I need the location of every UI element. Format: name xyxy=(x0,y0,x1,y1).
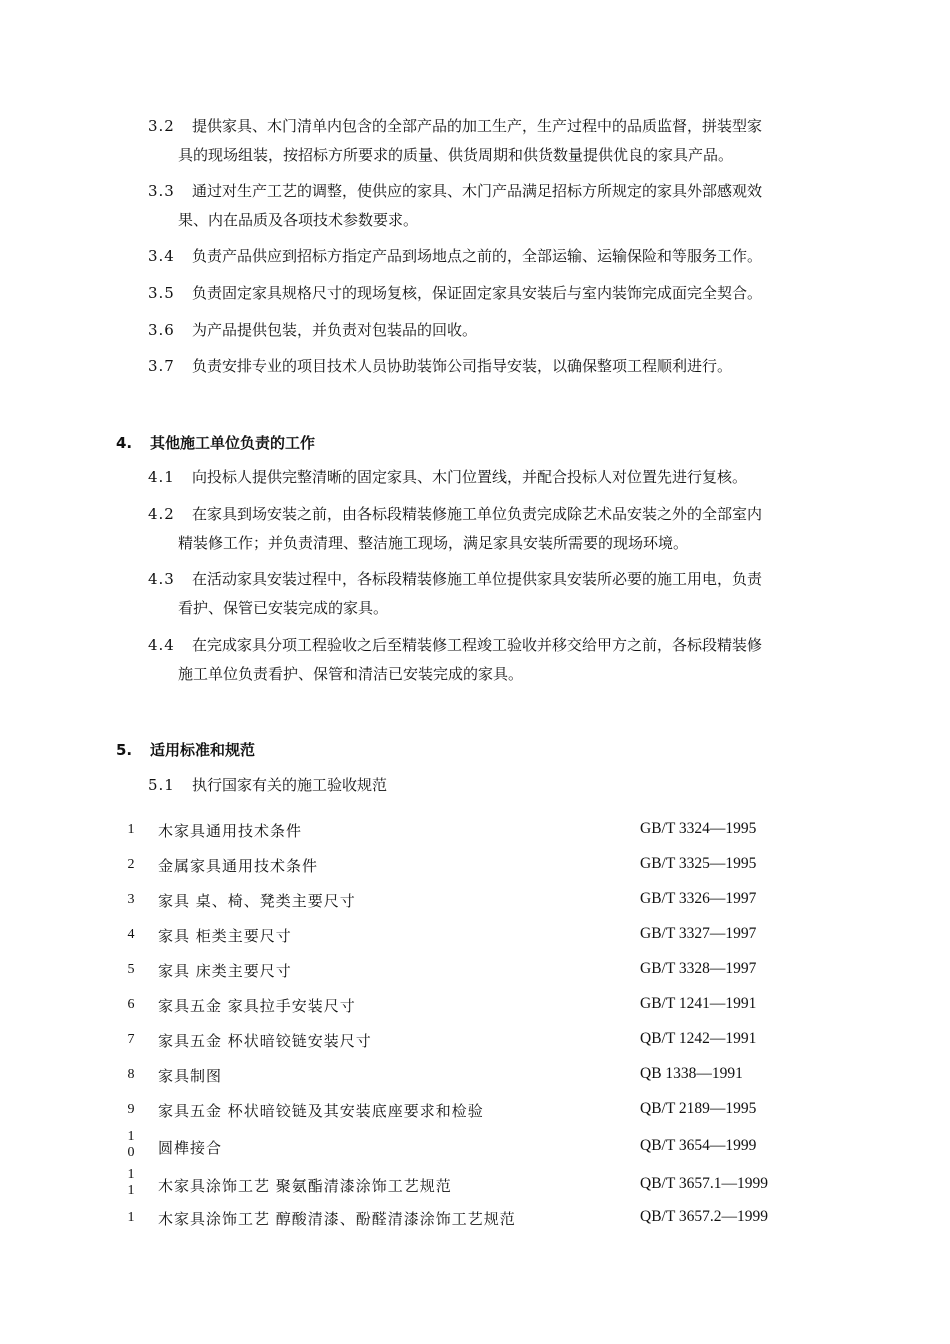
standard-row xyxy=(124,1100,884,1126)
item-text-line2: 精装修工作；并负责清理、整洁施工现场，满足家具安装所需要的现场环境。 xyxy=(178,534,689,552)
standard-code: GB/T 3324—1995 xyxy=(640,820,757,837)
item-3-3 xyxy=(148,177,848,235)
standard-index: 7 xyxy=(127,1032,135,1047)
item-text-line1: 负责产品供应到招标方指定产品到场地点之前的，全部运输、运输保险和等服务工作。 xyxy=(192,247,763,265)
standard-code: QB 1338—1991 xyxy=(640,1065,743,1082)
item-number: 4.2 xyxy=(148,505,175,523)
standard-index: 9 xyxy=(127,1102,135,1117)
item-text-line1: 在完成家具分项工程验收之后至精装修工程竣工验收并移交给甲方之前，各标段精装修 xyxy=(192,636,763,654)
item-number: 4.3 xyxy=(148,570,175,588)
standard-row xyxy=(124,1065,884,1091)
standard-index: 6 xyxy=(127,997,135,1012)
standard-row xyxy=(124,995,884,1021)
section-number: 4. xyxy=(116,434,133,452)
item-text-line1: 在活动家具安装过程中，各标段精装修施工单位提供家具安装所必要的施工用电，负责 xyxy=(192,570,763,588)
item-3-6 xyxy=(148,316,848,345)
item-number: 3.7 xyxy=(148,357,175,375)
item-3-2 xyxy=(148,112,848,170)
standard-code: QB/T 3657.2—1999 xyxy=(640,1208,769,1225)
standard-row xyxy=(124,1167,884,1201)
item-4-2 xyxy=(148,500,848,558)
section-title: 其他施工单位负责的工作 xyxy=(150,434,316,452)
item-number: 4.1 xyxy=(148,468,175,486)
standard-row xyxy=(124,855,884,881)
standard-index: 5 xyxy=(127,962,135,977)
standard-name: 家具 柜类主要尺寸 xyxy=(158,927,292,945)
item-4-1 xyxy=(148,463,848,492)
item-3-4 xyxy=(148,242,848,271)
standard-name: 家具制图 xyxy=(158,1067,223,1085)
standard-row xyxy=(124,1208,884,1234)
standard-row xyxy=(124,1030,884,1056)
standard-row xyxy=(124,890,884,916)
standard-name: 家具五金 杯状暗铰链及其安装底座要求和检验 xyxy=(158,1102,484,1120)
item-4-4 xyxy=(148,631,848,689)
standard-index: 1 0 xyxy=(127,1129,135,1160)
item-text-line2: 施工单位负责看护、保管和清洁已安装完成的家具。 xyxy=(178,665,524,683)
item-number: 3.6 xyxy=(148,321,175,339)
standard-name: 圆榫接合 xyxy=(158,1139,223,1157)
item-number: 3.4 xyxy=(148,247,175,265)
standard-code: GB/T 3325—1995 xyxy=(640,855,757,872)
section-5-heading xyxy=(116,739,255,760)
standard-code: QB/T 3654—1999 xyxy=(640,1137,757,1154)
standard-code: QB/T 1242—1991 xyxy=(640,1030,757,1047)
item-number: 4.4 xyxy=(148,636,175,654)
item-3-7 xyxy=(148,352,848,381)
standard-index: 2 xyxy=(127,857,135,872)
standard-row xyxy=(124,925,884,951)
item-text-line1: 在家具到场安装之前，由各标段精装修施工单位负责完成除艺术品安装之外的全部室内 xyxy=(192,505,763,523)
standard-code: QB/T 3657.1—1999 xyxy=(640,1175,769,1192)
standard-index: 3 xyxy=(127,892,135,907)
item-text-line1: 负责安排专业的项目技术人员协助装饰公司指导安装，以确保整项工程顺利进行。 xyxy=(192,357,733,375)
section-4-heading xyxy=(116,432,315,453)
standard-row xyxy=(124,1129,884,1163)
standard-name: 木家具通用技术条件 xyxy=(158,822,303,840)
item-text-line1: 执行国家有关的施工验收规范 xyxy=(192,776,388,794)
item-text-line2: 具的现场组装，按招标方所要求的质量、供货周期和供货数量提供优良的家具产品。 xyxy=(178,146,734,164)
item-text-line2: 看护、保管已安装完成的家具。 xyxy=(178,599,389,617)
item-text-line1: 向投标人提供完整清晰的固定家具、木门位置线，并配合投标人对位置先进行复核。 xyxy=(192,468,748,486)
standard-name: 家具 桌、椅、凳类主要尺寸 xyxy=(158,892,356,910)
standard-row xyxy=(124,820,884,846)
item-text-line1: 为产品提供包装，并负责对包装品的回收。 xyxy=(192,321,478,339)
standard-index: 1 xyxy=(127,1210,135,1225)
standard-index: 1 1 xyxy=(127,1167,135,1198)
standard-name: 家具五金 家具拉手安装尺寸 xyxy=(158,997,356,1015)
item-text-line2: 果、内在品质及各项技术参数要求。 xyxy=(178,211,419,229)
standard-row xyxy=(124,960,884,986)
standard-index: 8 xyxy=(127,1067,135,1082)
item-text-line1: 负责固定家具规格尺寸的现场复核，保证固定家具安装后与室内装饰完成面完全契合。 xyxy=(192,284,763,302)
item-number: 5.1 xyxy=(148,776,175,794)
item-number: 3.2 xyxy=(148,117,175,135)
item-number: 3.3 xyxy=(148,182,175,200)
standard-index: 4 xyxy=(127,927,135,942)
item-5-1 xyxy=(148,771,848,800)
standard-code: QB/T 2189—1995 xyxy=(640,1100,757,1117)
section-title: 适用标准和规范 xyxy=(150,741,256,759)
standard-name: 家具 床类主要尺寸 xyxy=(158,962,292,980)
standard-name: 木家具涂饰工艺 聚氨酯清漆涂饰工艺规范 xyxy=(158,1177,452,1195)
standard-name: 木家具涂饰工艺 醇酸清漆、酚醛清漆涂饰工艺规范 xyxy=(158,1210,516,1228)
item-4-3 xyxy=(148,565,848,623)
standard-code: GB/T 3328—1997 xyxy=(640,960,757,977)
item-text-line1: 通过对生产工艺的调整，使供应的家具、木门产品满足招标方所规定的家具外部感观效 xyxy=(192,182,763,200)
standard-code: GB/T 1241—1991 xyxy=(640,995,757,1012)
item-3-5 xyxy=(148,279,848,308)
standard-index: 1 xyxy=(127,822,135,837)
standard-code: GB/T 3327—1997 xyxy=(640,925,757,942)
standard-name: 金属家具通用技术条件 xyxy=(158,857,319,875)
item-text-line1: 提供家具、木门清单内包含的全部产品的加工生产，生产过程中的品质监督，拼装型家 xyxy=(192,117,763,135)
item-number: 3.5 xyxy=(148,284,175,302)
standard-code: GB/T 3326—1997 xyxy=(640,890,757,907)
standard-name: 家具五金 杯状暗铰链安装尺寸 xyxy=(158,1032,372,1050)
section-number: 5. xyxy=(116,741,133,759)
